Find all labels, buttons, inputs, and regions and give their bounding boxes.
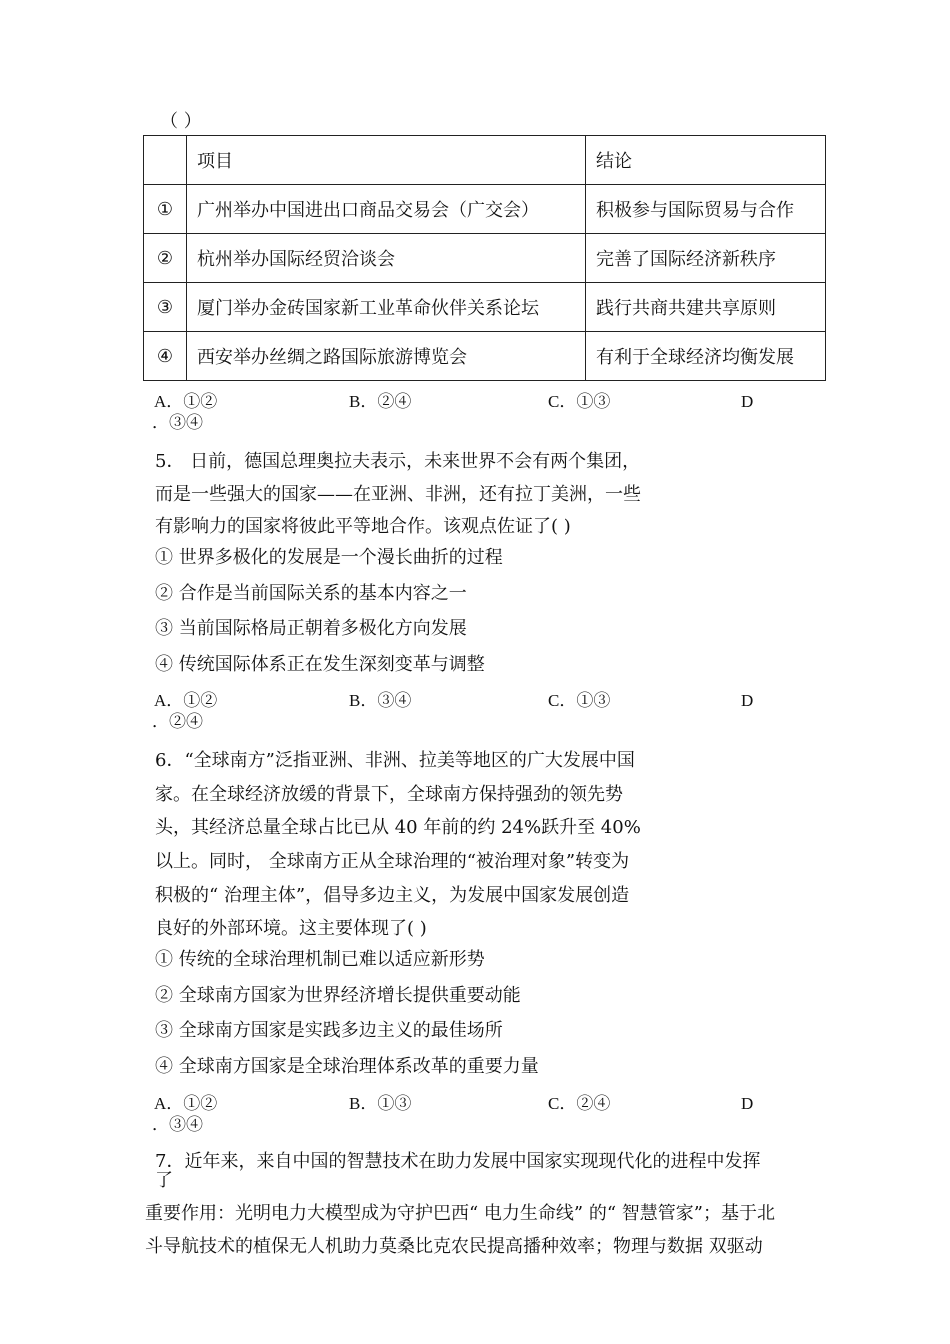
table-header-cell: 结论 (586, 136, 826, 185)
option-a: A．①② (154, 392, 218, 411)
table-row (144, 283, 826, 332)
q5-line: 5． 日前，德国总理奥拉夫表示，未来世界不会有两个集团， (155, 451, 641, 472)
option-d-value: ．③④ (152, 413, 203, 432)
table-cell: ④ (144, 332, 187, 381)
q5-item: ④ 传统国际体系正在发生深刻变革与调整 (155, 654, 485, 675)
option-c: C．①③ (548, 392, 611, 411)
option-d: D (741, 691, 754, 710)
q5-line: 有影响力的国家将彼此平等地合作。该观点佐证了( ) (155, 516, 571, 537)
table-row (144, 185, 826, 234)
q6-line: 头，其经济总量全球占比已从 40 年前的约 24%跃升至 40% (155, 817, 641, 838)
q7-line: 斗导航技术的植保无人机助力莫桑比克农民提高播种效率；物理与数据 双驱动 (145, 1236, 763, 1257)
option-b: B．②④ (349, 392, 412, 411)
table-cell: 广州举办中国进出口商品交易会（广交会） (187, 185, 586, 234)
table-cell: 有利于全球经济均衡发展 (586, 332, 826, 381)
q5-item: ① 世界多极化的发展是一个漫长曲折的过程 (155, 547, 503, 568)
q6-item: ① 传统的全球治理机制已难以适应新形势 (155, 949, 485, 970)
option-c: C．②④ (548, 1094, 611, 1113)
table-cell: ③ (144, 283, 187, 332)
option-c: C．①③ (548, 691, 611, 710)
comparison-table (143, 135, 826, 381)
option-d-value: ．②④ (152, 712, 203, 731)
table-cell: ② (144, 234, 187, 283)
q6-line: 以上。同时， 全球南方正从全球治理的“被治理对象”转变为 (155, 851, 630, 872)
table-header-cell (144, 136, 187, 185)
q6-line: 家。在全球经济放缓的背景下，全球南方保持强劲的领先势 (155, 784, 623, 805)
table-cell: 践行共商共建共享原则 (586, 283, 826, 332)
q5-item: ② 合作是当前国际关系的基本内容之一 (155, 583, 467, 604)
q6-item: ③ 全球南方国家是实践多边主义的最佳场所 (155, 1020, 503, 1041)
q6-line: 积极的“ 治理主体”，倡导多边主义，为发展中国家发展创造 (155, 885, 630, 906)
q7-line: 7．近年来，来自中国的智慧技术在助力发展中国家实现现代化的进程中发挥 (155, 1151, 761, 1172)
table-cell: 完善了国际经济新秩序 (586, 234, 826, 283)
option-d: D (741, 1094, 754, 1113)
q7-line: 重要作用：光明电力大模型成为守护巴西“ 电力生命线” 的“ 智慧管家”；基于北 (145, 1203, 775, 1224)
q6-item: ② 全球南方国家为世界经济增长提供重要动能 (155, 985, 521, 1006)
table-row (144, 332, 826, 381)
table-row (144, 234, 826, 283)
table-cell: 厦门举办金砖国家新工业革命伙伴关系论坛 (187, 283, 586, 332)
table-cell: 杭州举办国际经贸洽谈会 (187, 234, 586, 283)
option-b: B．①③ (349, 1094, 412, 1113)
table-header-cell: 项目 (187, 136, 586, 185)
answer-bracket: （ ） (160, 111, 202, 132)
option-a: A．①② (154, 691, 218, 710)
table-cell: 西安举办丝绸之路国际旅游博览会 (187, 332, 586, 381)
q6-line: 6．“全球南方”泛指亚洲、非洲、拉美等地区的广大发展中国 (155, 750, 635, 771)
q5-line: 而是一些强大的国家——在亚洲、非洲，还有拉丁美洲，一些 (155, 484, 641, 505)
option-b: B．③④ (349, 691, 412, 710)
table-cell: 积极参与国际贸易与合作 (586, 185, 826, 234)
option-d-value: ．③④ (152, 1115, 203, 1134)
table-cell: ① (144, 185, 187, 234)
option-d: D (741, 392, 754, 411)
q6-item: ④ 全球南方国家是全球治理体系改革的重要力量 (155, 1056, 539, 1077)
table-header-row (144, 136, 826, 185)
q7-line: 了 (155, 1170, 173, 1191)
option-a: A．①② (154, 1094, 218, 1113)
q5-item: ③ 当前国际格局正朝着多极化方向发展 (155, 618, 467, 639)
q6-line: 良好的外部环境。这主要体现了( ) (155, 918, 427, 939)
